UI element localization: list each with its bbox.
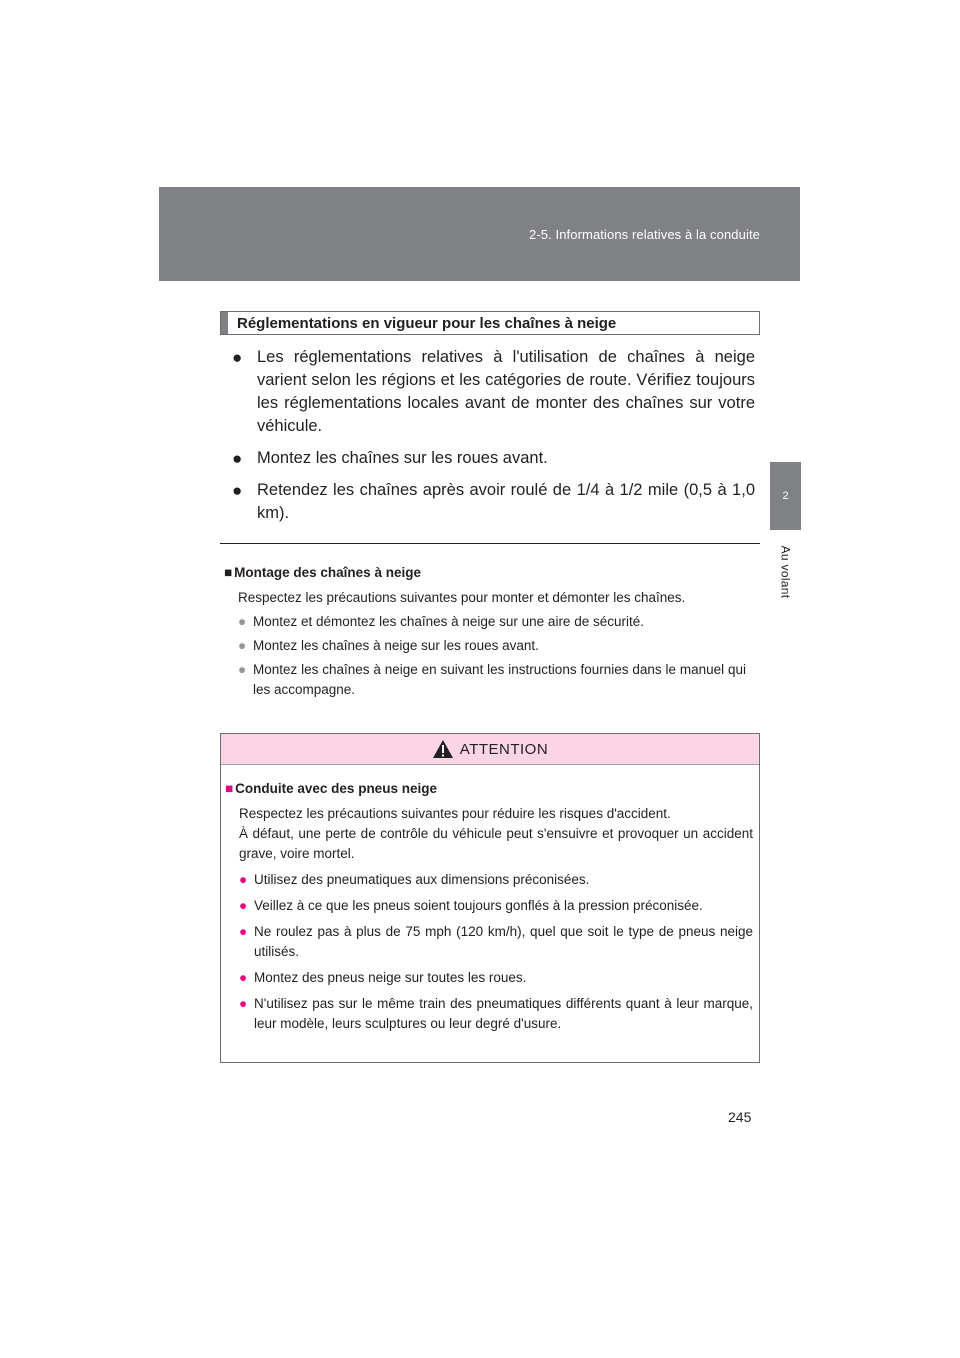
notes-intro: Respectez les précautions suivantes pour monter et démonter les chaînes. bbox=[238, 590, 686, 605]
attention-header bbox=[221, 734, 759, 765]
page-number: 245 bbox=[728, 1109, 752, 1125]
section-title: Réglementations en vigueur pour les chaînes à neige bbox=[237, 314, 617, 332]
warning-triangle-icon bbox=[432, 739, 454, 759]
list-item bbox=[232, 346, 755, 438]
bullet-icon: ● bbox=[238, 614, 247, 629]
bullet-icon: ● bbox=[239, 970, 248, 985]
bullet-icon: ● bbox=[239, 924, 248, 939]
bullet-icon: ● bbox=[239, 996, 248, 1011]
list-item: ● Veillez à ce que les pneus soient toujours gonflés à la pression préconisée. bbox=[225, 896, 753, 916]
main-bullet-list bbox=[232, 346, 755, 534]
attention-body bbox=[221, 765, 759, 1034]
bullet-icon: ● bbox=[232, 481, 243, 500]
attention-heading: ■ Conduite avec des pneus neige bbox=[225, 781, 437, 796]
bullet-icon: ● bbox=[239, 872, 248, 887]
attention-label: ATTENTION bbox=[459, 740, 549, 758]
section-title-bar bbox=[221, 312, 228, 334]
section-divider bbox=[220, 543, 760, 544]
chapter-side-label-text: Au volant bbox=[778, 545, 793, 599]
list-item: ● N'utilisez pas sur le même train des pneumatiques différents quant à leur marque, leur modèle, leurs sculptures ou leur degré d'usure. bbox=[239, 996, 753, 1031]
list-item: ● Montez les chaînes à neige en suivant les instructions fournies dans le manuel qui les accompagne. bbox=[238, 662, 746, 697]
list-item: ● Montez et démontez les chaînes à neige sur une aire de sécurité. bbox=[224, 612, 746, 632]
chapter-number: 2 bbox=[782, 490, 789, 502]
list-item-text: Les réglementations relatives à l'utilisation de chaînes à neige varient selon les régions et les catégories de route. Vérifiez toujours les réglementations locales avant de monter des chaînes sur votre véhicule. bbox=[257, 348, 755, 435]
bullet-icon: ● bbox=[239, 898, 248, 913]
chapter-title: 2-5. Informations relatives à la conduite bbox=[529, 227, 760, 242]
bullet-icon: ● bbox=[238, 638, 247, 653]
bullet-icon: ● bbox=[232, 348, 243, 367]
attention-intro: Respectez les précautions suivantes pour réduire les risques d'accident. À défaut, une perte de contrôle du véhicule peut s'ensuivre et provoquer un accident grave, voire mortel. bbox=[239, 806, 753, 861]
list-item bbox=[232, 447, 755, 470]
list-item: ● Montez des pneus neige sur toutes les roues. bbox=[225, 968, 753, 988]
header-band bbox=[159, 187, 800, 281]
notes-block bbox=[224, 563, 746, 700]
list-item bbox=[232, 479, 755, 525]
notes-heading: ■ Montage des chaînes à neige bbox=[224, 565, 421, 580]
list-item: ● Ne roulez pas à plus de 75 mph (120 km/h), quel que soit le type de pneus neige utilisés. bbox=[239, 924, 753, 959]
section-title-box bbox=[220, 311, 760, 335]
list-item: ● Utilisez des pneumatiques aux dimensions préconisées. bbox=[225, 870, 753, 890]
bullet-icon: ● bbox=[238, 662, 247, 677]
chapter-side-label bbox=[775, 537, 795, 607]
list-item-text: Montez les chaînes sur les roues avant. bbox=[257, 449, 548, 467]
bullet-icon: ● bbox=[232, 449, 243, 468]
chapter-tab bbox=[770, 462, 801, 530]
attention-box bbox=[220, 733, 760, 1063]
list-item-text: Retendez les chaînes après avoir roulé de 1/4 à 1/2 mile (0,5 à 1,0 km). bbox=[257, 481, 755, 522]
square-bullet-icon: ■ bbox=[224, 565, 233, 580]
list-item: ● Montez les chaînes à neige sur les roues avant. bbox=[224, 636, 746, 656]
square-bullet-icon: ■ bbox=[225, 781, 234, 796]
